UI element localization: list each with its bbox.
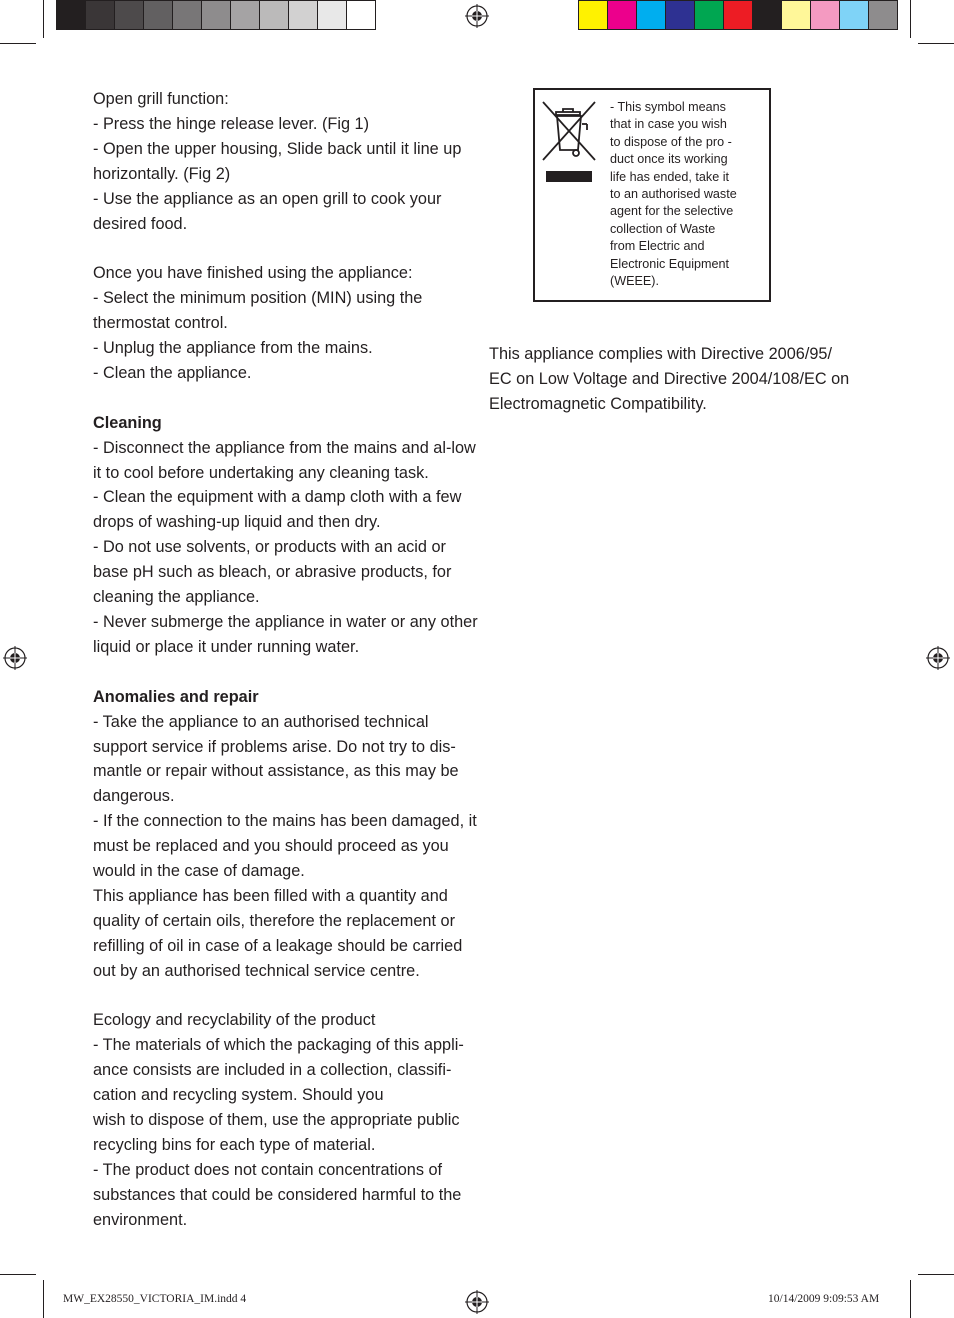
color-swatch [202,1,231,29]
color-swatch [318,1,347,29]
directive-compliance-statement [489,342,869,417]
crop-mark [918,43,954,44]
finished-step: - Unplug the appliance from the mains. [93,339,373,358]
color-swatch [811,1,840,29]
weee-line: - This symbol means [610,100,726,114]
spacer [93,984,478,1009]
anomalies-heading: Anomalies and repair [93,687,259,706]
spacer [93,660,478,685]
weee-line: duct once its working [610,152,728,167]
finished-heading: Once you have finished using the appliance: [93,264,413,283]
color-swatch [579,1,608,29]
crop-mark [0,43,36,44]
open-grill-step: - Press the hinge release lever. (Fig 1) [93,114,370,133]
crop-mark [43,0,44,38]
color-swatch [347,1,375,29]
ecology-heading: Ecology and recyclability of the product [93,1011,376,1030]
weee-line: (WEEE). [610,274,659,289]
crop-mark [918,1274,954,1275]
crop-mark [0,1274,36,1275]
color-swatch [608,1,637,29]
weee-line: Electronic Equipment [610,256,730,271]
color-swatch [666,1,695,29]
registration-mark-icon [3,646,27,670]
spacer [93,236,478,261]
weee-line: to an authorised waste [610,187,737,202]
color-swatch [289,1,318,29]
slug-filename: MW_EX28550_VICTORIA_IM.indd 4 [63,1293,247,1305]
compliance-line: This appliance complies with Directive 2006/95/ [489,345,832,363]
finished-step: - Select the minimum position (MIN) using the thermostat control. [93,289,423,333]
anomalies-paragraph: - Take the appliance to an authorised technical support service if problems arise. Do not try to dis-mantle or repair without assistance, as this may be dangerous. [93,712,459,806]
compliance-line: Electromagnetic Compatibility. [489,394,707,413]
color-swatch [869,1,897,29]
weee-line: that in case you wish [610,117,727,132]
color-swatch [782,1,811,29]
weee-line: from Electric and [610,239,705,254]
registration-mark-icon [465,1290,489,1314]
finished-step: - Clean the appliance. [93,363,252,382]
weee-line: collection of Waste [610,221,716,236]
open-grill-step: - Use the appliance as an open grill to cook your desired food. [93,189,442,233]
color-swatch [57,1,86,29]
cleaning-step: - Disconnect the appliance from the mains and al-low it to cool before undertaking any cleaning task. [93,438,476,482]
process-color-calibration-bar [578,0,898,30]
color-swatch [840,1,869,29]
weee-line: agent for the selective [610,204,734,219]
color-swatch [144,1,173,29]
cleaning-step: - Clean the equipment with a damp cloth with a few drops of washing-up liquid and then dry. [93,488,462,532]
cleaning-heading: Cleaning [93,413,162,432]
spacer [93,386,478,411]
color-swatch [260,1,289,29]
color-swatch [86,1,115,29]
cleaning-step: - Never submerge the appliance in water or any other liquid or place it under running water. [93,613,478,656]
crossed-out-wheelie-bin-icon [541,100,597,184]
anomalies-paragraph: - If the connection to the mains has been damaged, it must be replaced and you should proceed as you would in the case of damage. [93,812,477,881]
weee-line: life has ended, take it [610,169,730,184]
instructions-column [93,87,478,1233]
crop-mark [910,1280,911,1318]
crop-mark [43,1280,44,1318]
open-grill-heading: Open grill function: [93,90,229,108]
weee-notice-text [610,99,768,290]
compliance-line: EC on Low Voltage and Directive 2004/108/EC on [489,369,850,388]
color-swatch [115,1,144,29]
ecology-paragraph: - The product does not contain concentrations of substances that could be considered harmful to the environment. [93,1160,462,1229]
ecology-paragraph: - The materials of which the packaging of this appli-ance consists are included in a collection, classifi-cation and recycling system. Should you [93,1036,464,1105]
weee-notice-box [533,88,771,302]
anomalies-paragraph: This appliance has been filled with a quantity and quality of certain oils, therefore the replacement or refilling of oil in case of a leakage should be carried out by an authorised technical service centre. [93,886,463,980]
registration-mark-icon [465,4,489,28]
color-swatch [753,1,782,29]
crop-mark [910,0,911,38]
weee-line: to dispose of the pro - [610,134,732,149]
color-swatch [637,1,666,29]
cleaning-step: - Do not use solvents, or products with an acid or base pH such as bleach, or abrasive products, for cleaning the appliance. [93,538,452,607]
slug-timestamp: 10/14/2009 9:09:53 AM [768,1293,880,1305]
open-grill-step: - Open the upper housing, Slide back until it line up horizontally. (Fig 2) [93,139,462,183]
color-swatch [173,1,202,29]
grayscale-calibration-bar [56,0,376,30]
registration-mark-icon [926,646,950,670]
color-swatch [695,1,724,29]
color-swatch [724,1,753,29]
color-swatch [231,1,260,29]
ecology-paragraph: wish to dispose of them, use the appropriate public recycling bins for each type of material. [93,1111,460,1154]
